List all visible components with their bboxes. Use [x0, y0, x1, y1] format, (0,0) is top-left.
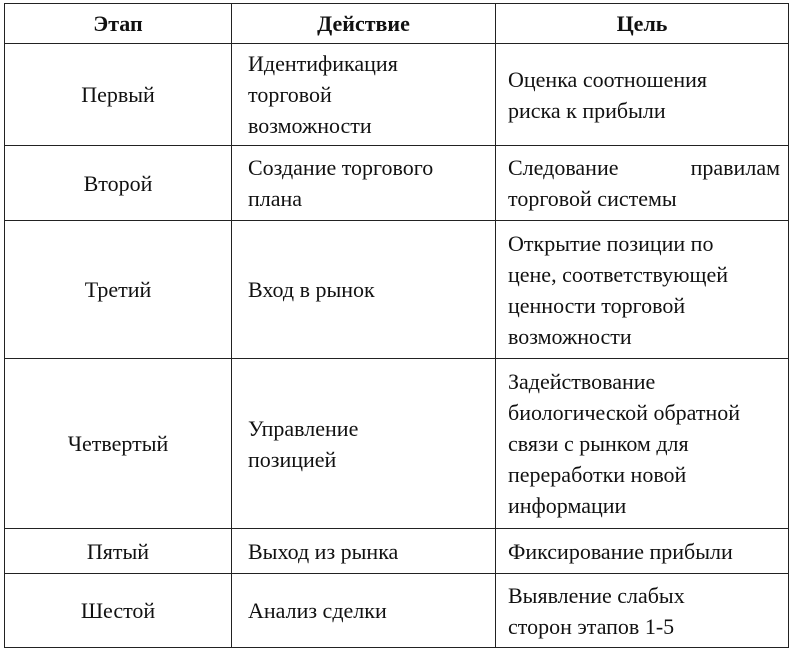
goal-line: Следование правилам [508, 155, 780, 180]
stage-cell: Четвертый [5, 359, 232, 529]
action-cell [232, 44, 496, 146]
action-cell [232, 146, 496, 221]
goal-line: биологической обратной [508, 400, 740, 425]
trading-stages-table [4, 3, 789, 648]
action-line: возможности [248, 113, 372, 138]
goal-line: переработки новой [508, 462, 687, 487]
stage-cell: Третий [5, 221, 232, 359]
table-row [5, 359, 789, 529]
action-line: Управление [248, 415, 359, 441]
goal-line: риска к прибыли [508, 97, 666, 123]
action-line: торговой [248, 82, 332, 107]
trading-stages-table-container [4, 3, 788, 646]
goal-line: ценности торговой [508, 292, 686, 318]
goal-line: Выявление слабых [508, 582, 685, 608]
goal-line: сторон этапов 1-5 [508, 613, 675, 639]
goal-line: Задействование [508, 369, 656, 394]
action-line: Создание торгового [248, 155, 434, 180]
action-cell [232, 574, 496, 648]
stage-cell: Первый [5, 44, 232, 146]
action-cell [232, 529, 496, 574]
header-goal: Цель [496, 4, 789, 44]
stage-cell: Пятый [5, 529, 232, 574]
table-row [5, 146, 789, 221]
action-cell [232, 359, 496, 529]
goal-cell [496, 529, 789, 574]
goal-line: Открытие позиции по [508, 230, 714, 256]
table-row [5, 221, 789, 359]
header-stage: Этап [5, 4, 232, 44]
action-line: Идентификация [248, 51, 398, 76]
goal-cell [496, 221, 789, 359]
goal-cell [496, 359, 789, 529]
goal-cell [496, 574, 789, 648]
goal-line: возможности [508, 323, 632, 349]
goal-line: Оценка соотношения [508, 66, 708, 92]
table-row [5, 574, 789, 648]
header-action: Действие [232, 4, 496, 44]
goal-line: Фиксирование прибыли [508, 538, 733, 564]
header-row [5, 4, 789, 44]
action-line: Вход в рынок [248, 277, 375, 302]
table-row [5, 44, 789, 146]
action-line: Анализ сделки [248, 598, 387, 623]
goal-cell [496, 44, 789, 146]
goal-line: связи с рынком для [508, 431, 689, 456]
action-line: плана [248, 186, 303, 211]
table-row [5, 529, 789, 574]
action-cell [232, 221, 496, 359]
goal-line: информации [508, 493, 627, 518]
goal-line: цене, соответствующей [508, 261, 728, 287]
goal-line: торговой системы [508, 186, 677, 211]
stage-cell: Второй [5, 146, 232, 221]
action-line: Выход из рынка [248, 538, 399, 564]
goal-cell [496, 146, 789, 221]
action-line: позицией [248, 446, 337, 472]
stage-cell: Шестой [5, 574, 232, 648]
